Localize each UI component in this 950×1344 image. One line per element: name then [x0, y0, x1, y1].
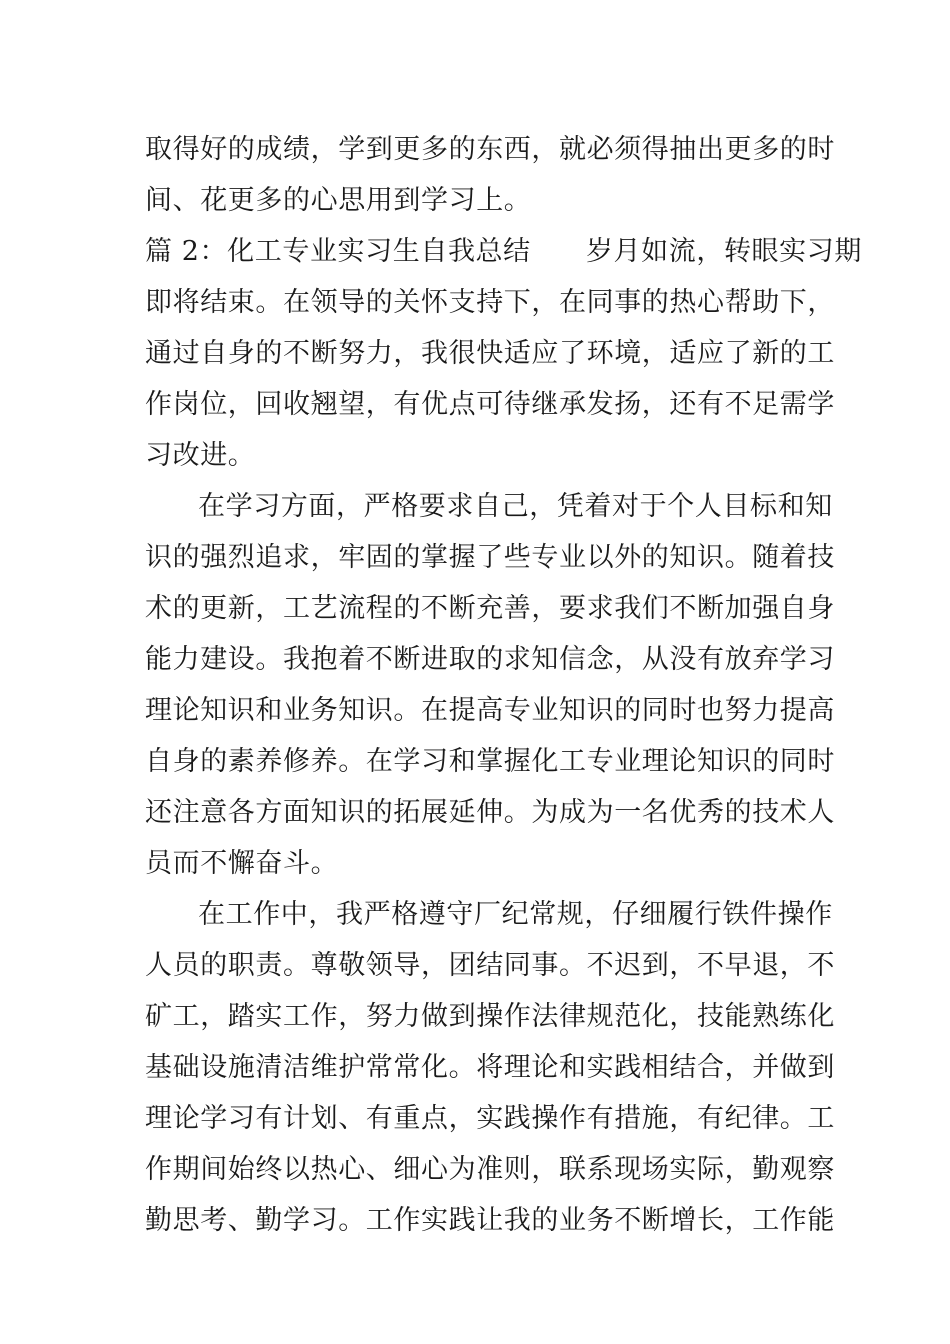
paragraph-first-line: 在工作中，我严格遵守厂纪常规，仔细履行铁件操作: [198, 899, 833, 930]
text-line: 人员的职责。尊敬领导，团结同事。不迟到，不早退，不: [145, 950, 835, 981]
text-line: 识的强烈追求，牢固的掌握了些专业以外的知识。随着技: [145, 542, 835, 573]
text-line: 理论学习有计划、有重点，实践操作有措施，有纪律。工: [145, 1103, 835, 1134]
section-heading-line: 篇 2：化工专业实习生自我总结 岁月如流，转眼实习期: [145, 236, 862, 267]
text-line: 理论知识和业务知识。在提高专业知识的同时也努力提高: [145, 695, 835, 726]
text-line: 即将结束。在领导的关怀支持下，在同事的热心帮助下，: [145, 287, 835, 318]
text-line: 能力建设。我抱着不断进取的求知信念，从没有放弃学习: [145, 644, 835, 675]
text-line: 还注意各方面知识的拓展延伸。为成为一名优秀的技术人: [145, 797, 835, 828]
text-line: 习改进。: [145, 440, 256, 471]
text-line: 员而不懈奋斗。: [145, 848, 339, 879]
text-line: 自身的素养修养。在学习和掌握化工专业理论知识的同时: [145, 746, 835, 777]
text-line: 间、花更多的心思用到学习上。: [145, 185, 532, 216]
text-line: 作期间始终以热心、细心为准则，联系现场实际，勤观察: [145, 1154, 835, 1185]
text-line: 取得好的成绩，学到更多的东西，就必须得抽出更多的时: [145, 134, 835, 165]
text-line: 基础设施清洁维护常常化。将理论和实践相结合，并做到: [145, 1052, 835, 1083]
text-line: 术的更新，工艺流程的不断充善，要求我们不断加强自身: [145, 593, 835, 624]
text-line: 勤思考、勤学习。工作实践让我的业务不断增长，工作能: [145, 1205, 835, 1236]
paragraph-first-line: 在学习方面，严格要求自己，凭着对于个人目标和知: [198, 491, 833, 522]
text-line: 矿工，踏实工作，努力做到操作法律规范化，技能熟练化: [145, 1001, 835, 1032]
text-line: 作岗位，回收翘望，有优点可待继承发扬，还有不足需学: [145, 389, 835, 420]
text-line: 通过自身的不断努力，我很快适应了环境，适应了新的工: [145, 338, 835, 369]
